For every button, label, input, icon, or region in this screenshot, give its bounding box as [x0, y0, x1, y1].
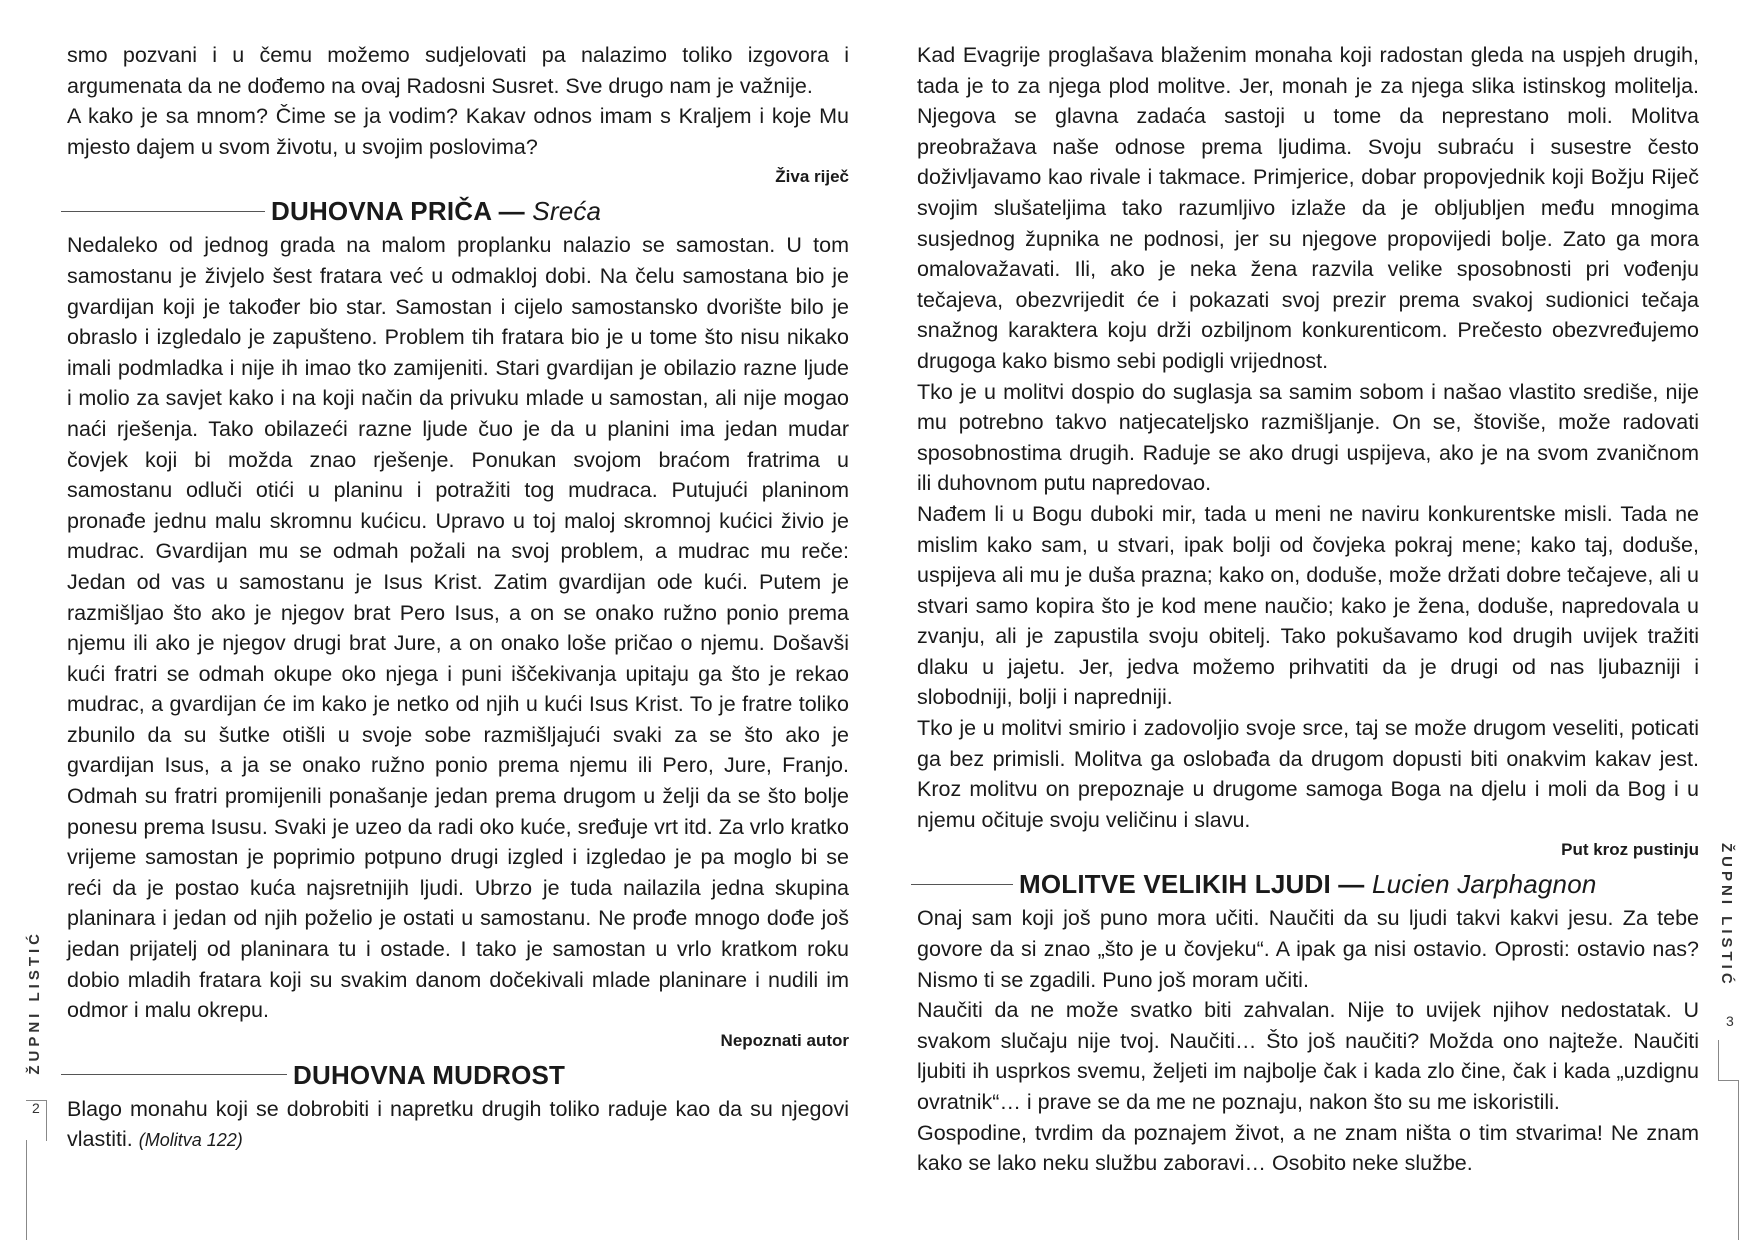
- prayer-paragraph: Onaj sam koji još puno mora učiti. Naučiti da su ljudi takvi kakvi jesu. Za tebe govore da si znao „što je u čovjeku“. A ipak ga nisi ostavio. Oprosti: ostavio nas? Nismo ti se zgadili. Puno još moram učiti.: [917, 906, 1699, 992]
- story-heading: DUHOVNA PRIČA — Sreća: [271, 196, 602, 227]
- paragraph: Kad Evagrije proglašava blaženim monaha koji radostan gleda na uspjeh drugih, tada je to za njega plod molitve. Jer, monah je za njega slika istinskog molitelja. Njegova se glavna zadaća sastoji u tome da neprestano moli. Molitva preobražava naše odnose prema ljudima. Svoju subraću i susestre često doživljavamo kao rivale i takmace. Primjerice, dobar propovjednik koji Božju Riječ svojim slušateljima tako razumljivo izlaže da je obljubljen među mnogima susjednog župnika ne podnosi, jer su njegove propovijedi bolje. Zato ga mora omalovažavati. Ili, ako je neka žena razvila velike sposobnosti pri vođenju tečajeva, obezvrijedit će i pokazati svoj prezir prema svakoj sudionici tečaja snažnog karaktera koju drži ozbiljnom konkurenticom. Prečesto obezvređujemo drugoga kako bismo sebi podigli vrijednost.: [917, 43, 1699, 373]
- heading-rule: [61, 211, 265, 212]
- heading-rule: [61, 1074, 287, 1075]
- margin-line: [26, 1140, 27, 1240]
- tab-label: ŽUPNI LISTIĆ: [26, 930, 43, 1075]
- prayers-heading: MOLITVE VELIKIH LJUDI — Lucien Jarphagnon: [1019, 869, 1597, 900]
- intro-paragraph-1: smo pozvani i u čemu možemo sudjelovati pa nalazimo toliko izgovora i argumenata da ne dođemo na ovaj Radosni Susret. Sve drugo nam je važnije.: [67, 43, 849, 98]
- right-margin-tab: [1718, 843, 1744, 1029]
- right-page: [877, 0, 1754, 1240]
- page-number: 2: [32, 1100, 40, 1116]
- wisdom-heading-row: [61, 1056, 849, 1094]
- story-source: Nepoznati autor: [720, 1030, 849, 1050]
- right-column: [917, 40, 1699, 1179]
- tab-bracket: [26, 1100, 47, 1141]
- left-column: [67, 40, 849, 1156]
- intro-paragraph-2: A kako je sa mnom? Čime se ja vodim? Kakav odnos imam s Kraljem i koje Mu mjesto dajem u svom životu, u svojim poslovima?: [67, 104, 849, 159]
- tab-bracket: [1718, 1040, 1739, 1081]
- wisdom-citation: (Molitva 122): [138, 1130, 243, 1151]
- margin-line: [1738, 1080, 1739, 1240]
- paragraph: Nađem li u Bogu duboki mir, tada u meni ne naviru konkurentske misli. Tada ne mislim kako sam, u stvari, ipak bolji od čovjeka pokraj mene; kako taj, doduše, uspijeva ali mu je duša prazna; kako on, doduše, može držati dobre tečajeve, ali u stvari samo kopira što je kod mene naučio; kako je žena, doduše, napredovala u zvanju, ali je zapustila svoju obitelj. Tako pokušavamo kod drugih uvijek tražiti dlaku u jajetu. Jer, jedva možemo prihvatiti da je drugi od nas ljubazniji i slobodniji, bolji i napredniji.: [917, 501, 1699, 710]
- heading-rule: [911, 884, 1013, 885]
- prayers-heading-row: [911, 865, 1699, 903]
- paragraph: Tko je u molitvi dospio do suglasja sa samim sobom i našao vlastito središe, nije mu potrebno takvo natjecateljsko razmišljanje. On se, štoviše, može radovati sposobnostima drugih. Raduje se ako drugi uspijeva, ako je na svom zvaničnom ili duhovnom putu napredovao.: [917, 379, 1699, 496]
- wisdom-heading: DUHOVNA MUDROST: [293, 1059, 566, 1090]
- tab-label: ŽUPNI LISTIĆ: [1718, 843, 1735, 988]
- paragraph: Tko je u molitvi smirio i zadovoljio svoje srce, taj se može drugom veseliti, poticati ga bez primisli. Molitva ga oslobađa da drugom dopusti biti onakvim kakav jest. Kroz molitvu on prepoznaje u drugome samoga Boga na djelu i moli da Bog i u njemu očituje svoju veličinu i slavu.: [917, 716, 1699, 832]
- left-margin-tab: [26, 930, 52, 1116]
- intro-source: Živa riječ: [775, 167, 849, 187]
- prayer-paragraph: Naučiti da ne može svatko biti zahvalan. Nije to uvijek njihov nedostatak. U svakom slučaju nije tvoj. Naučiti… Što još naučiti? Možda ono najteže. Naučiti ljubiti ih usprkos svemu, željeti im najbolje čak i kada zlo čine, čak i kada „uzdignu ovratnik“… i prave se da me ne poznaju, nakon što su me iskoristili.: [917, 998, 1699, 1114]
- story-text: Nedaleko od jednog grada na malom proplanku nalazio se samostan. U tom samostanu je živjelo šest fratara već u odmakloj dobi. Na čelu samostana bio je gvardijan koji je također bio star. Samostan i cijelo samostansko dvorište bilo je obraslo i izgledalo je zapušteno. Problem tih fratara bio je u tome što nisu nikako imali podmladka i nije ih imao tko zamijeniti. Stari gvardijan je obilazio razne ljude i molio za savjet kako i na koji način da privuku mlade u samostan, ali nije mogao naći rješenja. Tako obilazeći razne ljude čuo je da u planini ima jedan mudar čovjek koji bi možda znao rješenje. Ponukan svojom braćom fratrima u samostanu odluči otići u planinu i potražiti tog mudraca. Putujući planinom pronađe jednu malu skromnu kućicu. Upravo u toj maloj skromnoj kućici živio je mudrac. Gvardijan mu se odmah požali na svoj problem, a mudrac mu reče: Jedan od vas u samostanu je Isus Krist. Zatim gvardijan ode kući. Putem je razmišljao što ako je njegov brat Pero Isus, a on se onako ružno ponio prema njemu ili ako je njegov drugi brat Jure, a on onako loše pričao o njemu. Došavši kući fratri se odmah okupe oko njega i puni iščekivanja upitaju ga što je rekao mudrac, a gvardijan će im kako je netko od njih u kući Isus Krist. To je fratre toliko zbunilo da su šutke otišli u svoje sobe razmišljajući svaki za se što ako je gvardijan Isus, a ja se onako ružno ponio prema njemu ili Pero, Jure, Franjo. Odmah su fratri promijenili ponašanje jedan prema drugom u želji da se što bolje ponesu prema Isusu. Svaki je uzeo da radi oko kuće, sređuje vrt itd. Za vrlo kratko vrijeme samostan je poprimio potpuno drugi izgled i izgledao je pa moglo bi se reći da je postao kuća najsretnijih ljudi. Ubrzo je tuda nailazila jedna skupina planinara i jedan od njih poželio je ostati u samostanu. Ne prođe mnogo dođe još jedan prijatelj od planinara tu i ostade. I tako je samostan u vrlo kratkom roku dobio mladih fratara koji su svakim danom dočekivali mlade planinare i nudili im odmor i malu okrepu.: [67, 233, 849, 1023]
- wisdom-text: Blago monahu koji se dobrobiti i napretku drugih toliko raduje kao da su njegovi vlastiti. (Molitva 122): [67, 1096, 849, 1152]
- article-source: Put kroz pustinju: [1561, 840, 1699, 860]
- story-heading-row: [61, 192, 849, 230]
- prayer-paragraph: Gospodine, tvrdim da poznajem život, a ne znam ništa o tim stvarima! Ne znam kako se lako neku službu zaboravi… Osobito neke službe.: [917, 1120, 1699, 1176]
- page-number: 3: [1726, 1013, 1734, 1029]
